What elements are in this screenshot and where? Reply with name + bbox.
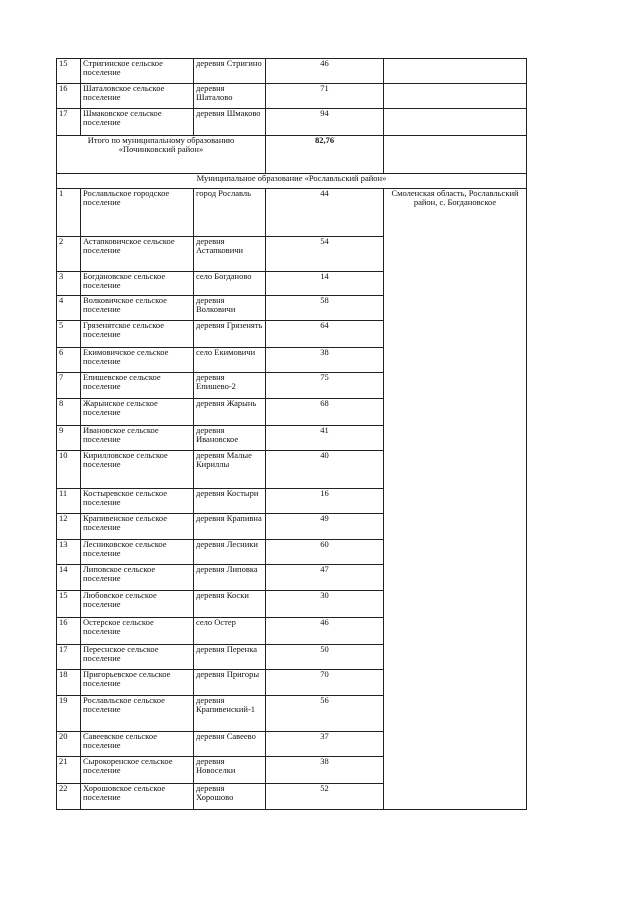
settlement-name: Шмаковское сельское поселение — [81, 109, 194, 136]
admin-center: деревня Новоселки — [194, 757, 266, 784]
table-row — [57, 84, 527, 109]
admin-center: деревня Шмаково — [194, 109, 266, 136]
admin-center: деревня Крапивна — [194, 514, 266, 540]
settlements-table — [56, 58, 527, 810]
row-number: 3 — [57, 272, 81, 296]
settlement-name: Рославльское городское поселение — [81, 189, 194, 237]
row-number: 22 — [57, 784, 81, 810]
row-number: 10 — [57, 451, 81, 489]
settlement-name: Екимовичское сельское поселение — [81, 348, 194, 373]
row-number: 7 — [57, 373, 81, 399]
row-value: 54 — [266, 237, 384, 272]
table-body — [57, 59, 527, 810]
row-number: 17 — [57, 645, 81, 670]
row-value: 47 — [266, 565, 384, 591]
address-cell: Смоленская область, Рославльский район, с. Богдановское — [384, 189, 527, 810]
settlement-name: Епишевское сельское поселение — [81, 373, 194, 399]
total-value: 82,76 — [266, 136, 384, 174]
settlement-name: Рославльское сельское поселение — [81, 696, 194, 732]
row-value: 56 — [266, 696, 384, 732]
row-value: 64 — [266, 321, 384, 348]
admin-center: деревня Пригоры — [194, 670, 266, 696]
row-number: 17 — [57, 109, 81, 136]
settlement-name: Богдановское сельское поселение — [81, 272, 194, 296]
admin-center: деревня Волковичи — [194, 296, 266, 321]
settlement-name: Астапковичское сельское поселение — [81, 237, 194, 272]
row-number: 1 — [57, 189, 81, 237]
row-number: 13 — [57, 540, 81, 565]
row-number: 19 — [57, 696, 81, 732]
row-number: 9 — [57, 426, 81, 451]
row-value: 94 — [266, 109, 384, 136]
row-number: 20 — [57, 732, 81, 757]
admin-center: деревня Перенка — [194, 645, 266, 670]
settlement-name: Любовское сельское поселение — [81, 591, 194, 618]
admin-center: деревня Стригино — [194, 59, 266, 84]
admin-center: деревня Крапивенский-1 — [194, 696, 266, 732]
settlement-name: Хорошовское сельское поселение — [81, 784, 194, 810]
admin-center: деревня Епишево-2 — [194, 373, 266, 399]
row-value: 60 — [266, 540, 384, 565]
admin-center: деревня Малые Кириллы — [194, 451, 266, 489]
row-value: 70 — [266, 670, 384, 696]
settlement-name: Пригорьевское сельское поселение — [81, 670, 194, 696]
row-number: 16 — [57, 618, 81, 645]
row-value: 30 — [266, 591, 384, 618]
row-value: 38 — [266, 348, 384, 373]
row-number: 15 — [57, 59, 81, 84]
section-header: Муниципальное образование «Рославльский район» — [57, 174, 527, 189]
row-number: 15 — [57, 591, 81, 618]
settlement-name: Савеевское сельское поселение — [81, 732, 194, 757]
empty-cell — [384, 59, 527, 84]
admin-center: деревня Ивановское — [194, 426, 266, 451]
admin-center: деревня Костыри — [194, 489, 266, 514]
settlement-name: Костыревское сельское поселение — [81, 489, 194, 514]
empty-cell — [384, 109, 527, 136]
row-number: 2 — [57, 237, 81, 272]
row-value: 16 — [266, 489, 384, 514]
section-header-row — [57, 174, 527, 189]
row-value: 46 — [266, 59, 384, 84]
row-value: 46 — [266, 618, 384, 645]
settlement-name: Остерское сельское поселение — [81, 618, 194, 645]
row-value: 75 — [266, 373, 384, 399]
settlement-name: Волковичское сельское поселение — [81, 296, 194, 321]
settlement-name: Сырокоренское сельское поселение — [81, 757, 194, 784]
admin-center: деревня Липовка — [194, 565, 266, 591]
row-value: 38 — [266, 757, 384, 784]
admin-center: деревня Грязенять — [194, 321, 266, 348]
row-number: 14 — [57, 565, 81, 591]
table-row — [57, 189, 527, 237]
table-row — [57, 59, 527, 84]
admin-center: село Остер — [194, 618, 266, 645]
settlement-name: Лесниковское сельское поселение — [81, 540, 194, 565]
row-number: 12 — [57, 514, 81, 540]
settlement-name: Грязенятское сельское поселение — [81, 321, 194, 348]
settlement-name: Переснское сельское поселение — [81, 645, 194, 670]
settlement-name: Стригинское сельское поселение — [81, 59, 194, 84]
row-value: 52 — [266, 784, 384, 810]
admin-center: город Рославль — [194, 189, 266, 237]
row-value: 41 — [266, 426, 384, 451]
row-number: 4 — [57, 296, 81, 321]
settlement-name: Жарынское сельское поселение — [81, 399, 194, 426]
admin-center: село Богданово — [194, 272, 266, 296]
admin-center: деревня Савеево — [194, 732, 266, 757]
row-number: 11 — [57, 489, 81, 514]
settlement-name: Липовское сельское поселение — [81, 565, 194, 591]
row-value: 50 — [266, 645, 384, 670]
admin-center: деревня Жарынь — [194, 399, 266, 426]
row-value: 68 — [266, 399, 384, 426]
settlement-name: Ивановское сельское поселение — [81, 426, 194, 451]
row-number: 18 — [57, 670, 81, 696]
admin-center: село Екимовичи — [194, 348, 266, 373]
total-row — [57, 136, 527, 174]
row-value: 14 — [266, 272, 384, 296]
admin-center: деревня Коски — [194, 591, 266, 618]
row-number: 8 — [57, 399, 81, 426]
admin-center: деревня Хорошово — [194, 784, 266, 810]
table-row — [57, 109, 527, 136]
empty-cell — [384, 84, 527, 109]
settlement-name: Шаталовское сельское поселение — [81, 84, 194, 109]
empty-cell — [384, 136, 527, 174]
admin-center: деревня Шаталово — [194, 84, 266, 109]
row-value: 58 — [266, 296, 384, 321]
row-value: 49 — [266, 514, 384, 540]
row-number: 16 — [57, 84, 81, 109]
row-number: 21 — [57, 757, 81, 784]
row-value: 44 — [266, 189, 384, 237]
row-value: 40 — [266, 451, 384, 489]
admin-center: деревня Астапковичи — [194, 237, 266, 272]
row-value: 71 — [266, 84, 384, 109]
row-number: 5 — [57, 321, 81, 348]
settlement-name: Кирилловское сельское поселение — [81, 451, 194, 489]
total-label: Итого по муниципальному образованию «Починковский район» — [57, 136, 266, 174]
row-number: 6 — [57, 348, 81, 373]
admin-center: деревня Лесники — [194, 540, 266, 565]
row-value: 37 — [266, 732, 384, 757]
settlement-name: Крапивенское сельское поселение — [81, 514, 194, 540]
